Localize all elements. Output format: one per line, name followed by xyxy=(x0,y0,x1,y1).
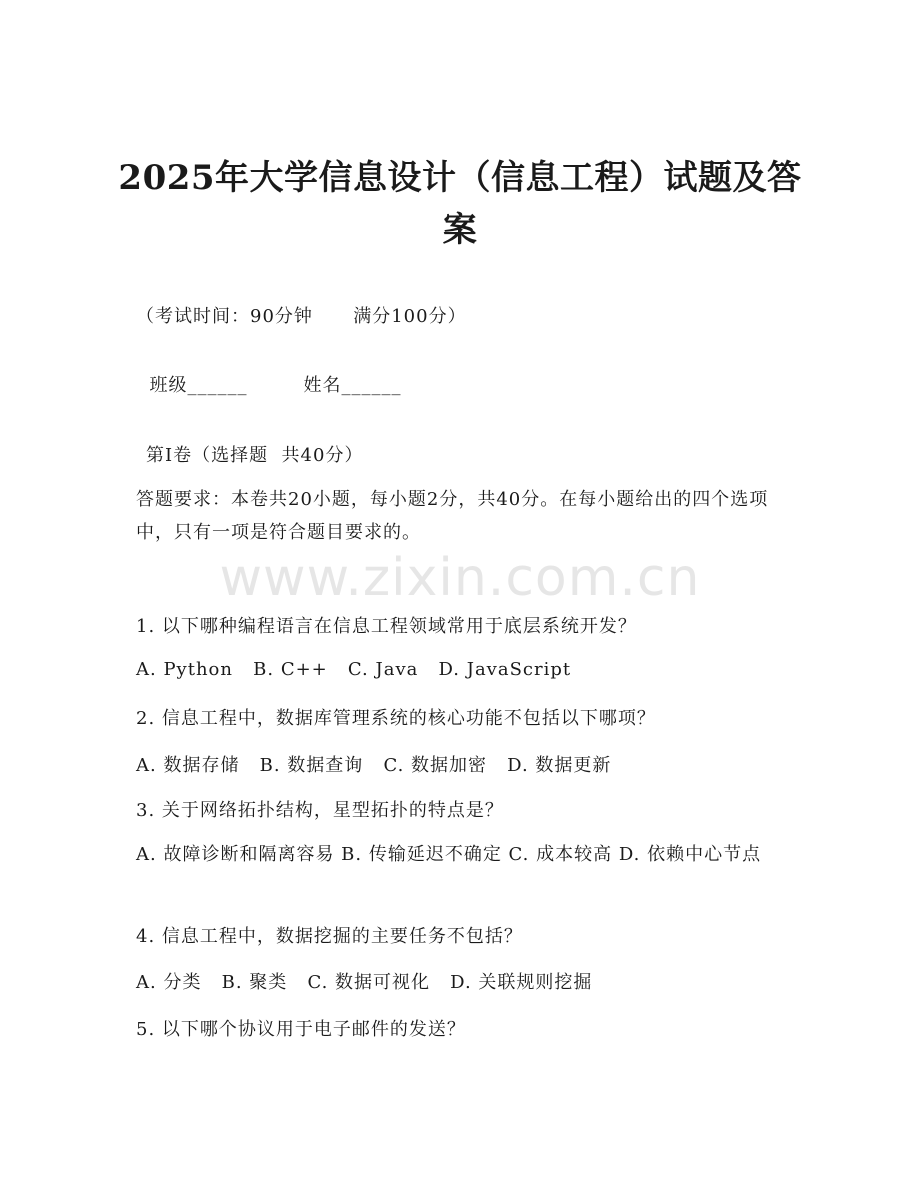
question-3-stem: 3. 关于网络拓扑结构，星型拓扑的特点是？ xyxy=(136,800,504,821)
question-4-options: A. 分类 B. 聚类 C. 数据可视化 D. 关联规则挖掘 xyxy=(136,972,593,993)
title-line-1: 2025年大学信息设计（信息工程）试题及答 xyxy=(118,158,802,198)
question-3-options: A. 故障诊断和隔离容易 B. 传输延迟不确定 C. 成本较高 D. 依赖中心节点 xyxy=(136,844,762,865)
section-title: 第I卷（选择题 共40分） xyxy=(146,445,364,466)
document-title xyxy=(100,152,820,256)
question-2-options: A. 数据存储 B. 数据查询 C. 数据加密 D. 数据更新 xyxy=(136,755,612,776)
student-info-row xyxy=(136,350,401,397)
question-1-stem: 1. 以下哪种编程语言在信息工程领域常用于底层系统开发？ xyxy=(136,616,637,637)
instructions: 答题要求：本卷共20小题，每小题2分，共40分。在每小题给出的四个选项中，只有一项是符合题目要求的。 xyxy=(136,489,769,543)
question-4-stem: 4. 信息工程中，数据挖掘的主要任务不包括？ xyxy=(136,926,523,947)
question-1-options: A. Python B. C++ C. Java D. JavaScript xyxy=(136,659,572,680)
class-label: 班级______ xyxy=(149,375,248,396)
title-line-2: 案 xyxy=(442,210,478,250)
question-5-stem: 5. 以下哪个协议用于电子邮件的发送？ xyxy=(136,1019,466,1040)
watermark: www.zixin.com.cn xyxy=(219,548,701,608)
exam-info: （考试时间：90分钟 满分100分） xyxy=(136,306,467,327)
question-2-stem: 2. 信息工程中，数据库管理系统的核心功能不包括以下哪项？ xyxy=(136,708,656,729)
name-label: 姓名______ xyxy=(303,375,402,396)
